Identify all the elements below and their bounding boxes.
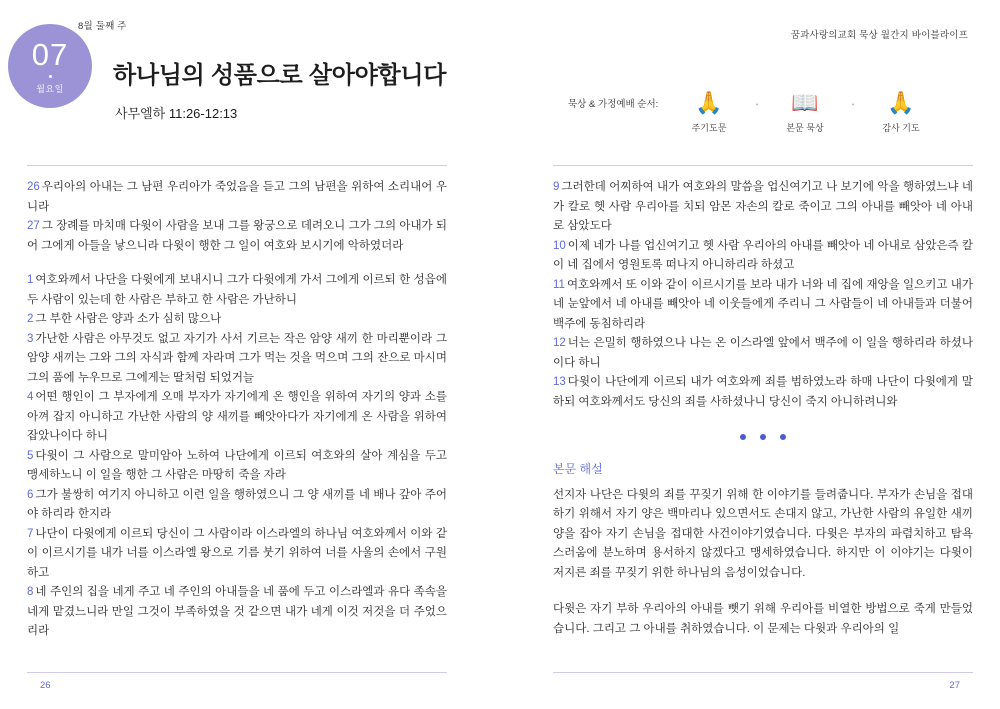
verse-number: 5 [27, 449, 34, 462]
left-column [27, 178, 447, 642]
date-badge-dot [49, 75, 52, 78]
verse-number: 3 [27, 332, 34, 345]
verse-line [27, 447, 447, 486]
header-week-label: 8월 둘째 주 [78, 21, 127, 32]
worship-order-item-label: 본문 묵상 [786, 123, 824, 133]
verse-line [553, 334, 973, 373]
worship-order-item-label: 주기도문 [691, 123, 727, 133]
verse-text: 다윗이 그 사람으로 말미암아 노하여 나단에게 이르되 여호와의 살아 계심을 두고 맹세하노니 이 일을 행한 그 사람은 마땅히 죽을 자라 [27, 449, 447, 481]
commentary-heading: 본문 해설 [553, 462, 603, 476]
verse-line [27, 583, 447, 642]
verse-line [27, 310, 447, 330]
date-badge-number: 07 [31, 37, 69, 72]
verse-line [27, 271, 447, 310]
section-divider-dots [553, 434, 973, 440]
verse-text: 그가 불쌍히 여기지 아니하고 이런 일을 행하였으니 그 양 새끼를 네 배나 갚아 주어야 하리라 한지라 [27, 488, 447, 520]
divider-left-top [27, 165, 447, 166]
divider-dot [740, 434, 746, 440]
verse-text: 가난한 사람은 아무것도 없고 자기가 사서 기르는 작은 암양 새끼 한 마리뿐이라 그 암양 새끼는 그와 그의 자식과 함께 자라며 그가 먹는 것을 먹으며 그의 잔으로 마시며 그의 품에 누우므로 그에게는 딸처럼 되었거늘 [27, 332, 447, 384]
verse-line [27, 388, 447, 447]
worship-order-item-2 [768, 88, 842, 134]
commentary-paragraph: 다윗은 자기 부하 우리아의 아내를 뺏기 위해 우리아를 비열한 방법으로 죽게 만들었습니다. 그리고 그 아내를 취하였습니다. 이 문제는 다윗과 우리아의 일 [553, 603, 973, 635]
right-column [553, 178, 973, 656]
verse-number: 27 [27, 220, 40, 232]
verse-line [553, 237, 973, 276]
page-number-right: 27 [949, 680, 960, 691]
verse-line [553, 373, 973, 412]
verse-number: 4 [27, 391, 34, 403]
verse-number: 6 [27, 488, 34, 501]
open-book-icon: 📖 [791, 90, 819, 115]
verse-line [27, 330, 447, 389]
verse-number: 1 [27, 274, 34, 286]
verse-line [27, 486, 447, 525]
date-badge [8, 24, 92, 108]
verse-line [553, 178, 973, 237]
paragraph-gap [27, 256, 447, 271]
worship-order-item-3 [864, 88, 938, 134]
date-badge-weekday: 월요일 [36, 84, 64, 94]
divider-left-bottom [27, 672, 447, 673]
verse-text: 너는 은밀히 행하였으나 나는 온 이스라엘 앞에서 백주에 이 일을 행하리라 하셨나이다 하니 [553, 337, 973, 369]
verse-text: 이제 네가 나를 업신여기고 헷 사람 우리아의 아내를 빼앗아 네 아내로 삼았은즉 칼이 네 집에서 영원토록 떠나지 아니하리라 하셨고 [553, 239, 973, 271]
worship-order-separator: • [851, 102, 855, 109]
verse-text: 여호와께서 또 이와 같이 이르시기를 보라 내가 너와 네 집에 재앙을 일으키고 내가 네 눈앞에서 네 아내를 빼앗아 네 이웃들에게 주리니 그 사람들이 네 아내들과 더불어 백주에 동침하리라 [553, 278, 973, 330]
verse-text: 여호와께서 나단을 다윗에게 보내시니 그가 다윗에게 가서 그에게 이르되 한 성읍에 두 사람이 있는데 한 사람은 부하고 한 사람은 가난하니 [27, 274, 447, 306]
verse-text: 다윗이 나단에게 이르되 내가 여호와께 죄를 범하였노라 하매 나단이 다윗에게 말하되 여호와께서도 당신의 죄를 사하셨나니 당신이 죽지 아니하려니와 [553, 376, 973, 408]
verse-text: 네 주인의 집을 네게 주고 네 주인의 아내들을 네 품에 두고 이스라엘과 유다 족속을 네게 맡겼느니라 만일 그것이 부족하였을 것 같으면 내가 네게 이것 저것을 더 주었으리라 [27, 586, 447, 637]
page-title: 하나님의 성품으로 살아야합니다 [113, 62, 447, 89]
verse-number: 9 [553, 181, 560, 193]
worship-order-list [672, 88, 938, 134]
verse-text: 그 부한 사람은 양과 소가 심히 많으나 [35, 313, 222, 325]
divider-dot [760, 434, 766, 440]
commentary-paragraph: 선지자 나단은 다윗의 죄를 꾸짖기 위해 한 이야기를 들려줍니다. 부자가 손님을 접대하기 위해서 자기 양은 백마리나 있으면서도 손대지 않고, 가난한 사람의 유일한 새끼 양을 잡아 자기 손님을 접대한 사건이야기였습니다. 다윗은 부자의 파렴치하고 탐욕스러움에 분노하며 용서하지 않겠다고 맹세하였습니다. 하지만 이 이야기는 다윗이 저지른 죄를 꾸짖기 위한 하나님의 음성이었습니다. [553, 488, 973, 579]
verse-number: 13 [553, 376, 566, 388]
divider-right-top [553, 165, 973, 166]
praying-hands-icon: 🙏 [887, 90, 915, 115]
worship-order-item-label: 감사 기도 [882, 123, 920, 133]
verse-text: 그러한데 어찌하여 내가 여호와의 말씀을 업신여기고 나 보기에 악을 행하였느냐 네가 칼로 헷 사람 우리아를 치되 암몬 자손의 칼로 죽이고 그의 아내를 빼앗아 네 아내로 삼았도다 [553, 181, 973, 232]
verse-number: 10 [553, 239, 566, 252]
verse-number: 8 [27, 586, 34, 598]
verse-number: 26 [27, 181, 40, 193]
verse-number: 11 [553, 278, 565, 291]
divider-dot [780, 434, 786, 440]
verse-line [27, 178, 447, 217]
praying-hands-icon: 🙏 [695, 90, 723, 115]
verse-number: 2 [27, 313, 34, 325]
worship-order-item-1 [672, 88, 746, 134]
divider-right-bottom [553, 672, 973, 673]
verse-line [553, 276, 973, 335]
verse-text: 어떤 행인이 그 부자에게 오매 부자가 자기에게 온 행인을 위하여 자기의 양과 소를 아껴 잡지 아니하고 가난한 사람의 양 새끼를 빼앗아다가 자기에게 온 사람을 위하여 잡았나이다 하니 [27, 391, 447, 442]
scripture-reference: 사무엘하 11:26-12:13 [115, 106, 238, 121]
worship-order-separator: • [755, 102, 759, 109]
verse-number: 7 [27, 527, 34, 540]
verse-text: 나단이 다윗에게 이르되 당신이 그 사람이라 이스라엘의 하나님 여호와께서 이와 같이 이르시기를 내가 너를 이스라엘 왕으로 기름 붓기 위하여 너를 사울의 손에서 구원하고 [27, 527, 447, 579]
verse-text: 우리아의 아내는 그 남편 우리아가 죽었음을 듣고 그의 남편을 위하여 소리내어 우니라 [27, 181, 447, 213]
worship-order-label: 묵상 & 가정예배 순서: [568, 99, 659, 110]
page-number-left: 26 [40, 680, 51, 691]
verse-number: 12 [553, 337, 566, 349]
verse-line [27, 525, 447, 584]
header-publication-title: 꿈과사랑의교회 묵상 월간지 바이블라이프 [790, 30, 968, 41]
verse-text: 그 장례를 마치매 다윗이 사람을 보내 그를 왕궁으로 데려오니 그가 그의 아내가 되어 그에게 아들을 낳으니라 다윗이 행한 그 일이 여호와 보시기에 악하였더라 [27, 220, 447, 252]
verse-line [27, 217, 447, 256]
